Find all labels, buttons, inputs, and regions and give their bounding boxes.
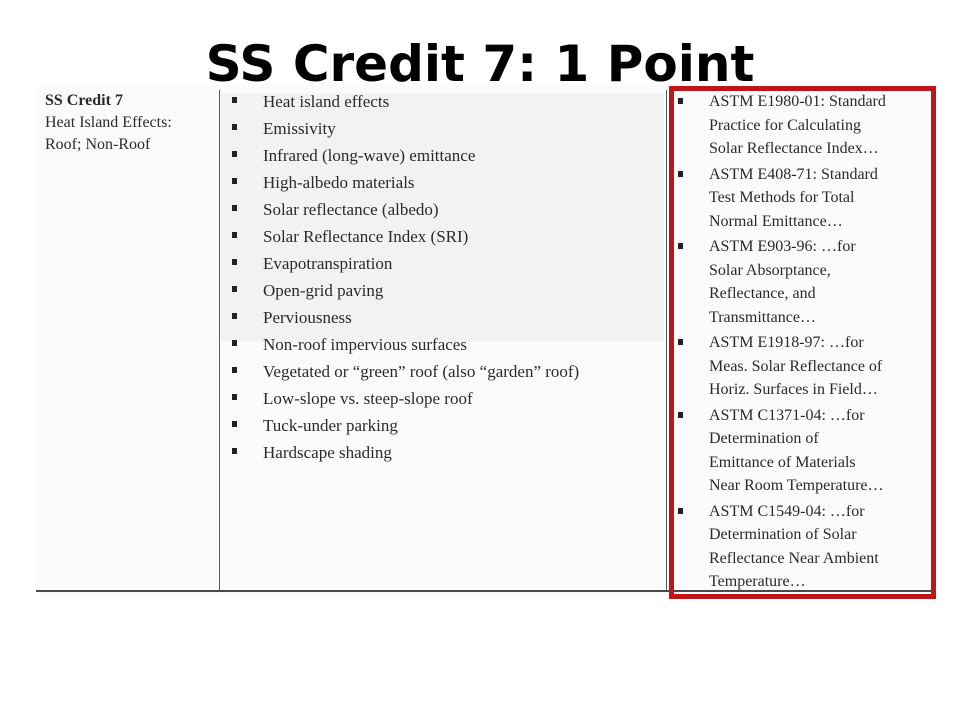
key-term-text: Solar reflectance (albedo) xyxy=(263,200,439,219)
square-bullet-icon xyxy=(232,97,237,103)
standard-text-line: Determination of Solar xyxy=(709,526,857,543)
standard-text-line: Horiz. Surfaces in Field… xyxy=(709,381,878,398)
key-term-text: Tuck-under parking xyxy=(263,416,398,435)
key-term-text: Evapotranspiration xyxy=(263,254,393,273)
key-term-text: Perviousness xyxy=(263,308,352,327)
key-term-text: High-albedo materials xyxy=(263,173,415,192)
column-divider xyxy=(666,90,667,591)
credit-description-line: Roof; Non-Roof xyxy=(45,136,151,153)
credit-column xyxy=(45,90,215,156)
standard-text-line: Temperature… xyxy=(709,573,806,590)
standard-text-line: Normal Emittance… xyxy=(709,212,843,230)
standard-text-line: Solar Reflectance Index… xyxy=(709,140,879,157)
key-term-item xyxy=(232,333,662,360)
key-term-item xyxy=(232,252,662,279)
square-bullet-icon xyxy=(232,286,237,292)
square-bullet-icon xyxy=(232,205,237,211)
column-divider xyxy=(219,90,220,591)
standard-text-line: Solar Absorptance, xyxy=(709,261,831,279)
key-term-item xyxy=(232,117,662,144)
standard-text-line: Determination of xyxy=(709,430,819,447)
square-bullet-icon xyxy=(232,124,237,130)
standard-text-line: Emittance of Materials xyxy=(709,453,856,471)
standard-text-line: Reflectance, and xyxy=(709,285,816,302)
key-term-text: Non-roof impervious surfaces xyxy=(263,335,467,354)
slide-title: SS Credit 7: 1 Point xyxy=(205,35,755,93)
key-term-item xyxy=(232,171,662,198)
key-term-text: Solar Reflectance Index (SRI) xyxy=(263,227,469,246)
key-term-item xyxy=(232,279,662,306)
standard-text-line: Reflectance Near Ambient xyxy=(709,549,879,567)
square-bullet-icon xyxy=(232,367,237,373)
square-bullet-icon xyxy=(232,340,237,346)
square-bullet-icon xyxy=(232,259,237,265)
key-term-text: Low-slope vs. steep-slope roof xyxy=(263,389,473,408)
key-term-text: Heat island effects xyxy=(263,92,390,111)
square-bullet-icon xyxy=(232,394,237,400)
square-bullet-icon xyxy=(232,151,237,157)
key-terms-list xyxy=(232,90,662,468)
key-term-item xyxy=(232,90,662,117)
square-bullet-icon xyxy=(232,178,237,184)
square-bullet-icon xyxy=(232,421,237,427)
key-term-text: Hardscape shading xyxy=(263,443,392,462)
credit-name: SS Credit 7 xyxy=(45,92,123,109)
key-term-item xyxy=(232,414,662,441)
standards-highlight-box xyxy=(669,86,936,599)
standard-text-line: ASTM E903-96: …for xyxy=(709,238,856,255)
key-term-text: Vegetated or “green” roof (also “garden” roof) xyxy=(263,362,580,381)
key-term-item xyxy=(232,360,662,387)
standard-text-line: ASTM E1980-01: Standard xyxy=(709,93,886,110)
standard-text-line: ASTM E1918-97: …for xyxy=(709,334,864,351)
standard-text-line: Transmittance… xyxy=(709,308,816,326)
standard-text-line: Test Methods for Total xyxy=(709,189,855,206)
standard-text-line: Near Room Temperature… xyxy=(709,477,884,494)
key-term-text: Emissivity xyxy=(263,119,336,138)
key-term-item xyxy=(232,306,662,333)
key-term-text: Infrared (long-wave) emittance xyxy=(263,146,476,165)
standard-text-line: Practice for Calculating xyxy=(709,116,861,134)
credit-description-line: Heat Island Effects: xyxy=(45,114,172,131)
standard-text-line: ASTM C1371-04: …for xyxy=(709,406,865,424)
square-bullet-icon xyxy=(232,448,237,454)
square-bullet-icon xyxy=(232,313,237,319)
key-term-item xyxy=(232,144,662,171)
key-term-item xyxy=(232,225,662,252)
standard-text-line: ASTM E408-71: Standard xyxy=(709,165,878,183)
standard-text-line: Meas. Solar Reflectance of xyxy=(709,357,883,375)
key-term-item xyxy=(232,198,662,225)
key-term-item xyxy=(232,441,662,468)
key-term-item xyxy=(232,387,662,414)
standard-text-line: ASTM C1549-04: …for xyxy=(709,502,865,520)
square-bullet-icon xyxy=(232,232,237,238)
key-term-text: Open-grid paving xyxy=(263,281,384,300)
